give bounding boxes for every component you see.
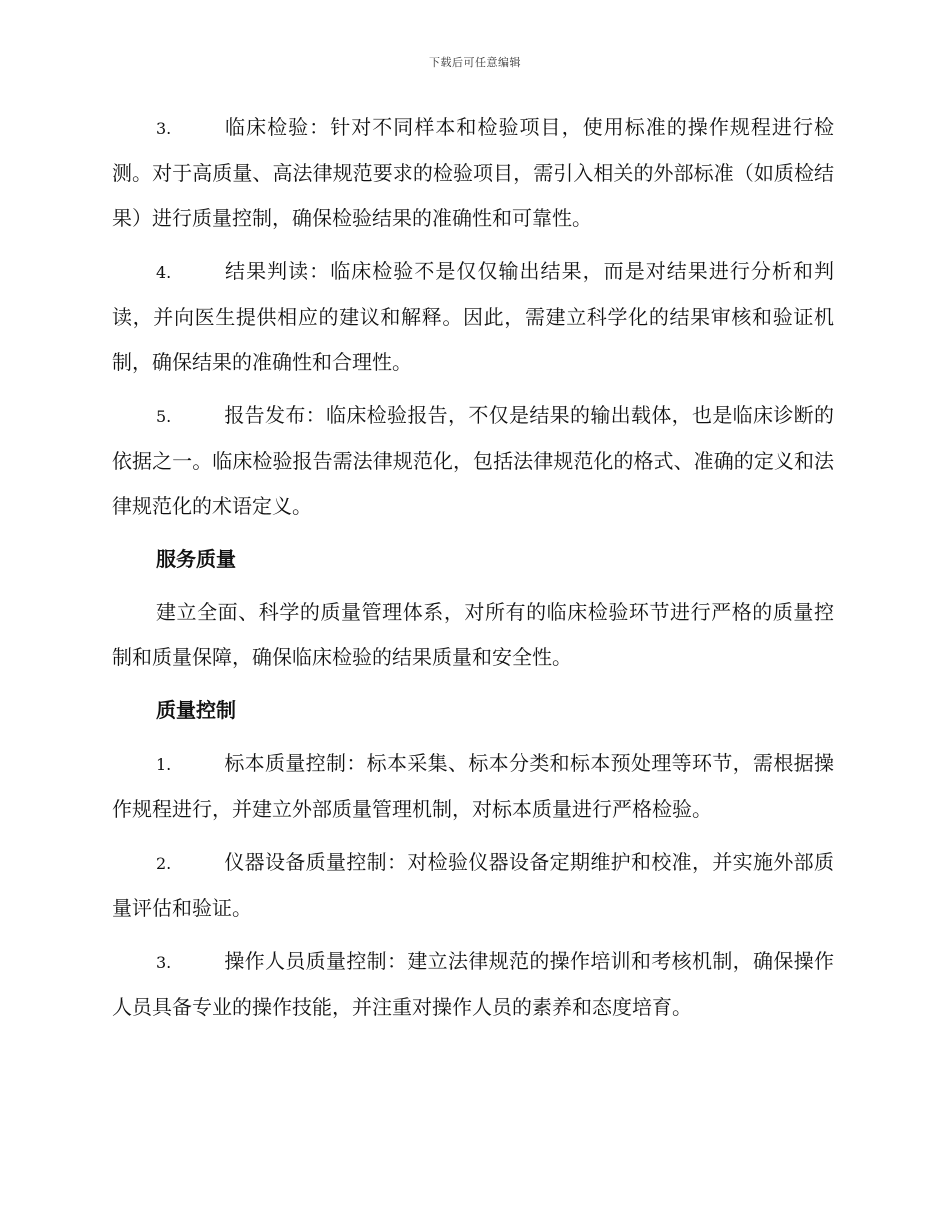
body-paragraph: 建立全面、科学的质量管理体系，对所有的临床检验环节进行严格的质量控制和质量保障，确保临床检验的结果质量和安全性。 — [112, 600, 834, 669]
list-number: 3. — [156, 119, 172, 138]
list-number: 2. — [156, 854, 172, 873]
list-number: 3. — [156, 953, 172, 972]
list-text: 标本质量控制：标本采集、标本分类和标本预处理等环节，需根据操作规程进行，并建立外部质量管理机制，对标本质量进行严格检验。 — [112, 751, 834, 821]
list-item — [112, 840, 834, 931]
section-heading-quality-control: 质量控制 — [156, 698, 236, 722]
list-item — [112, 741, 834, 832]
list-item — [112, 939, 834, 1030]
header-note: 下载后可任意编辑 — [429, 56, 521, 69]
list-text: 结果判读：临床检验不是仅仅输出结果，而是对结果进行分析和判读，并向医生提供相应的建议和解释。因此，需建立科学化的结果审核和验证机制，确保结果的准确性和合理性。 — [112, 259, 834, 374]
list-text: 临床检验：针对不同样本和检验项目，使用标准的操作规程进行检测。对于高质量、高法律规范要求的检验项目，需引入相关的外部标准（如质检结果）进行质量控制，确保检验结果的准确性和可靠性。 — [112, 115, 834, 230]
document-body — [112, 105, 834, 1038]
section-heading-service-quality: 服务质量 — [156, 547, 236, 571]
list-number: 5. — [156, 407, 172, 426]
list-number: 1. — [156, 755, 172, 774]
list-text: 仪器设备质量控制：对检验仪器设备定期维护和校准，并实施外部质量评估和验证。 — [112, 850, 834, 920]
list-text: 报告发布：临床检验报告，不仅是结果的输出载体，也是临床诊断的依据之一。临床检验报告需法律规范化，包括法律规范化的格式、准确的定义和法律规范化的术语定义。 — [112, 403, 834, 518]
list-item — [112, 393, 834, 529]
list-text: 操作人员质量控制：建立法律规范的操作培训和考核机制，确保操作人员具备专业的操作技能，并注重对操作人员的素养和态度培育。 — [112, 949, 834, 1019]
list-number: 4. — [156, 263, 172, 282]
list-item — [112, 249, 834, 385]
list-item — [112, 105, 834, 241]
